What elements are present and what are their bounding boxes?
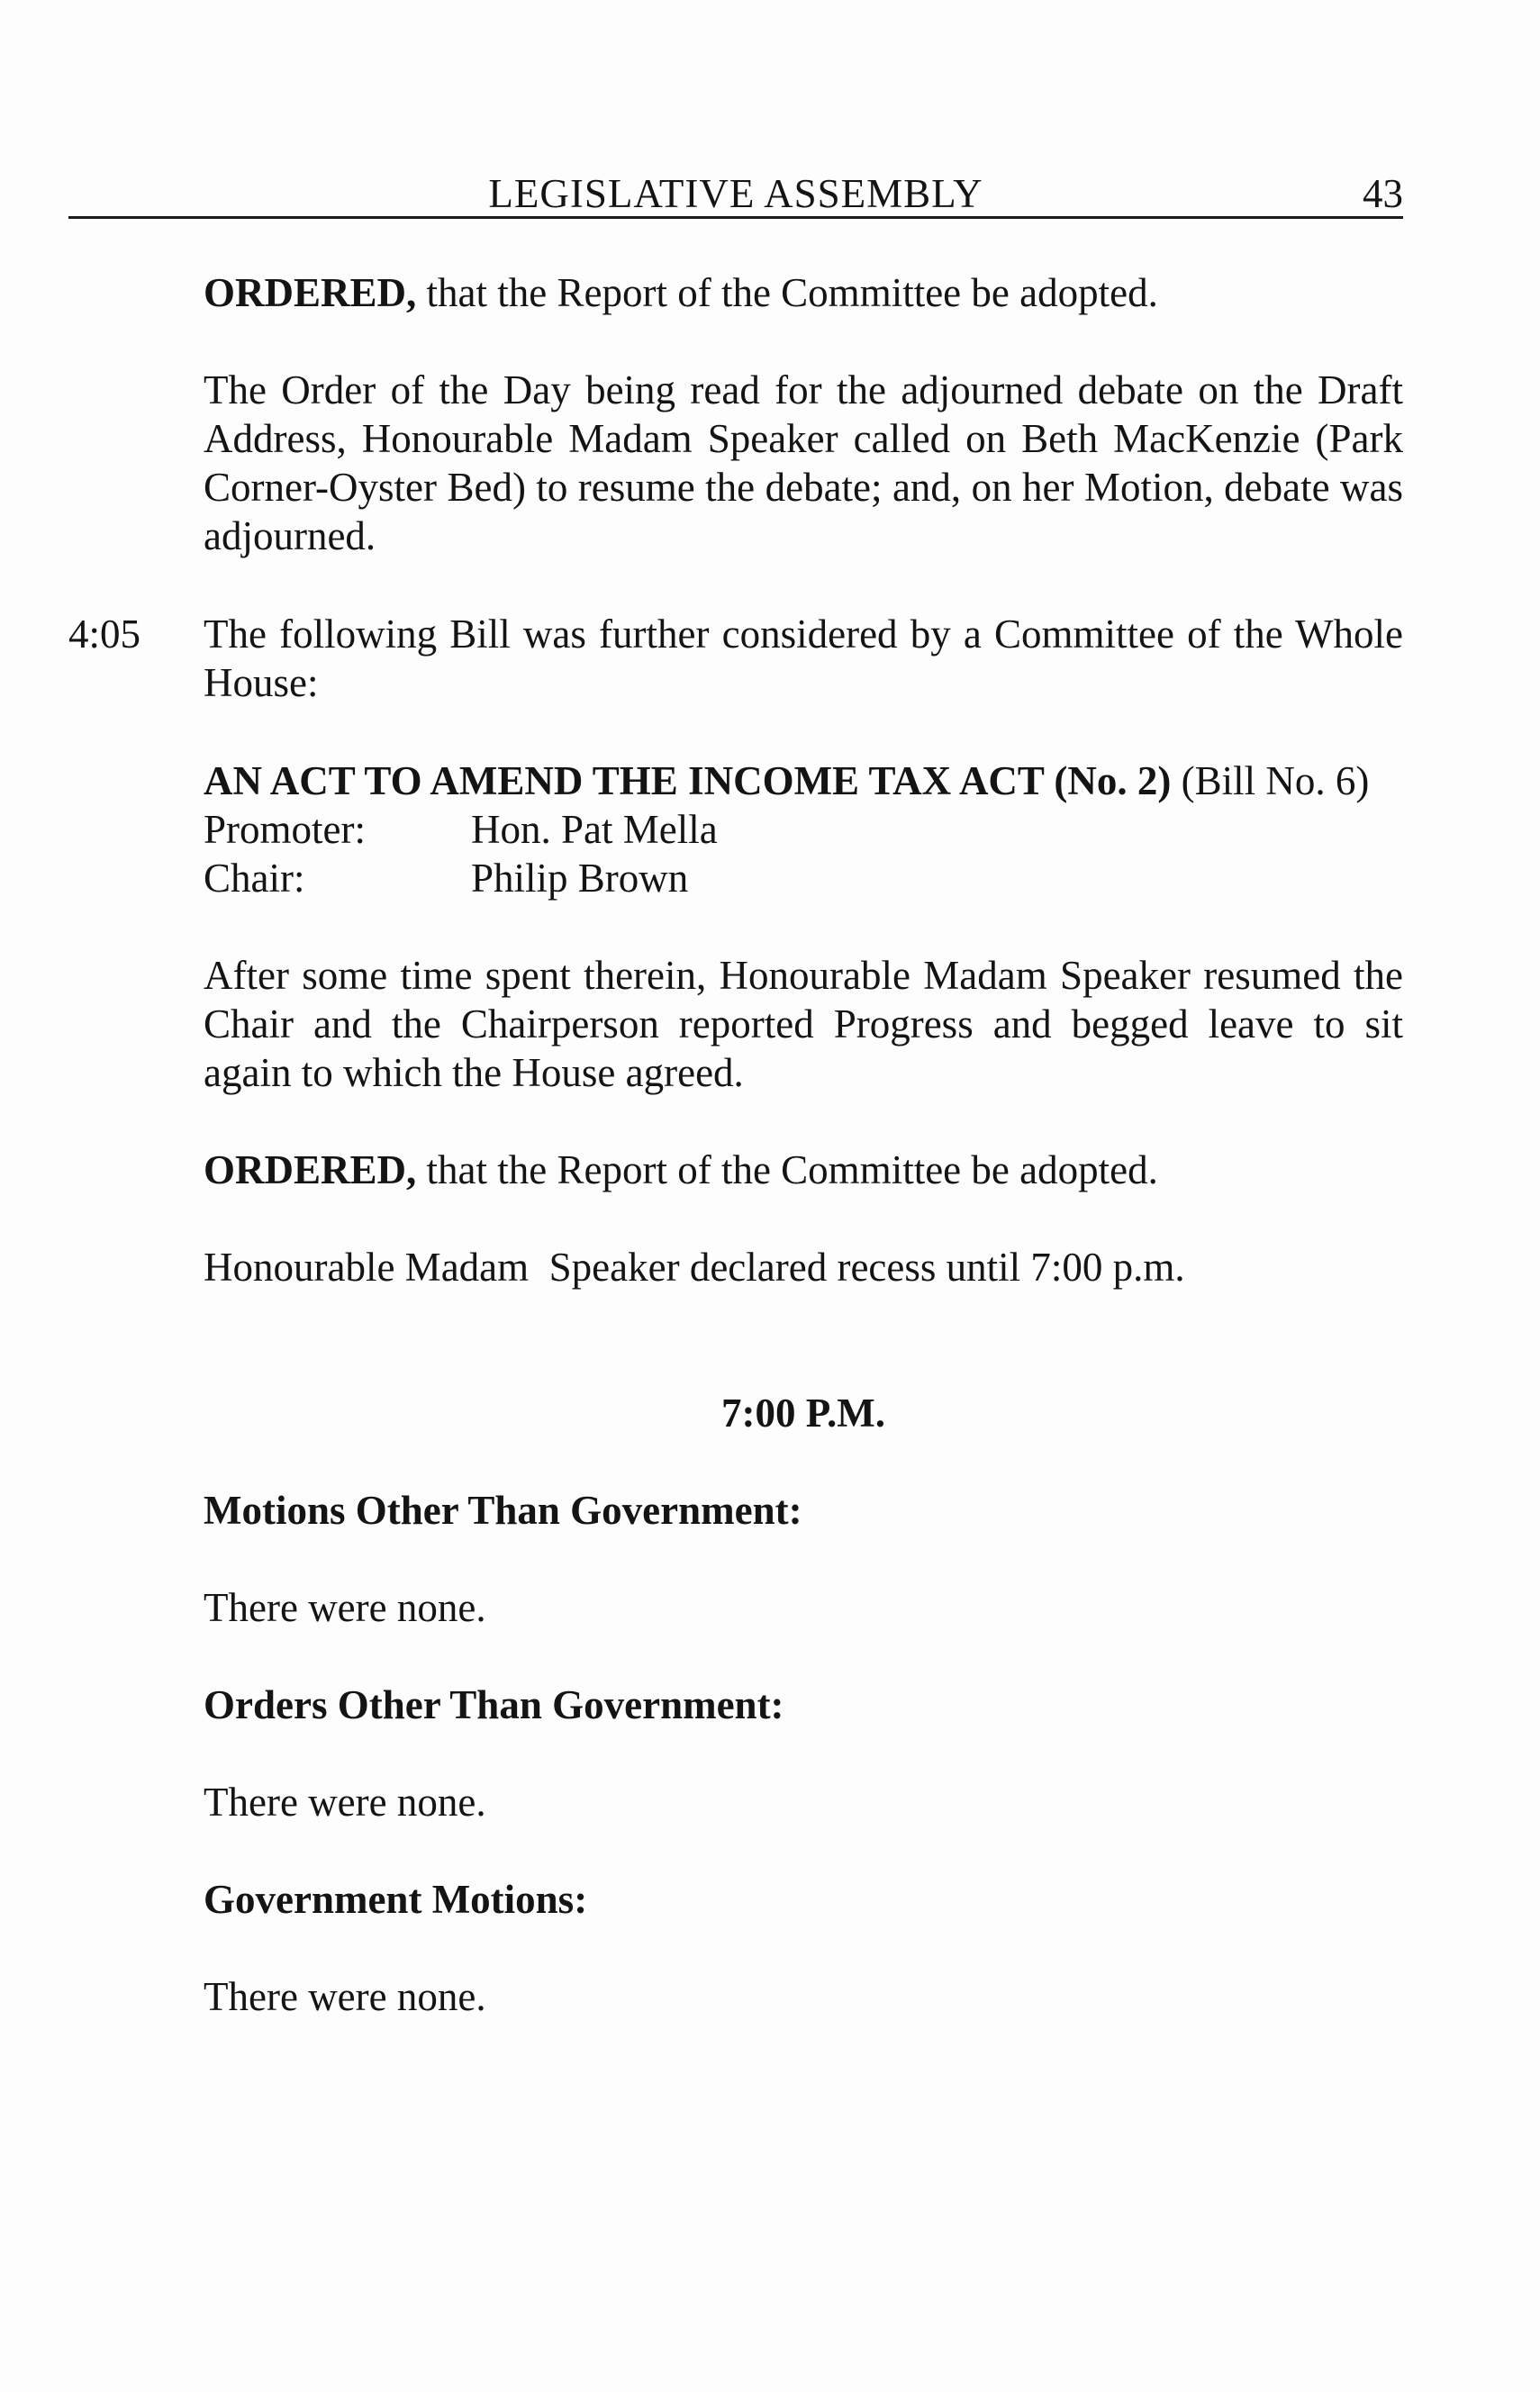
section-heading: Orders Other Than Government: bbox=[204, 1682, 784, 1727]
bill-number: (Bill No. 6) bbox=[1171, 758, 1370, 803]
section-heading: Motions Other Than Government: bbox=[204, 1488, 802, 1533]
running-title: LEGISLATIVE ASSEMBLY bbox=[488, 171, 983, 216]
ordered-keyword: ORDERED, bbox=[204, 270, 417, 315]
ordered-keyword: ORDERED, bbox=[204, 1147, 417, 1192]
promoter-label: Promoter: bbox=[204, 807, 366, 852]
time-marker: 4:05 bbox=[68, 612, 141, 657]
page-number: 43 bbox=[1363, 171, 1403, 216]
section-body: There were none. bbox=[204, 1585, 486, 1630]
promoter-name: Hon. Pat Mella bbox=[471, 807, 718, 852]
ordered-text: that the Report of the Committee be adopted. bbox=[416, 270, 1158, 315]
bill-title: AN ACT TO AMEND THE INCOME TAX ACT (No. 2) bbox=[204, 758, 1172, 803]
chair-name: Philip Brown bbox=[471, 856, 689, 901]
ordered-paragraph-1 bbox=[204, 268, 1403, 317]
recess-paragraph: Honourable Madam Speaker declared recess until 7:00 p.m. bbox=[204, 1245, 1185, 1290]
ordered-paragraph-2 bbox=[204, 1146, 1403, 1194]
section-body: There were none. bbox=[204, 1780, 486, 1825]
evening-sitting-time: 7:00 P.M. bbox=[720, 1391, 886, 1436]
progress-paragraph: After some time spent therein, Honourable Madam Speaker resumed the Chair and the Chairperson reported Progress and begged leave to sit again to which the House agreed. bbox=[204, 953, 1403, 1095]
chair-label: Chair: bbox=[204, 856, 305, 901]
ordered-text: that the Report of the Committee be adopted. bbox=[416, 1147, 1158, 1192]
order-of-day-paragraph: The Order of the Day being read for the adjourned debate on the Draft Address, Honourable Madam Speaker called on Beth MacKenzie (Park Corner-Oyster Bed) to resume the debate; and, on her Motion, debate was adjourned. bbox=[204, 367, 1403, 558]
section-body: There were none. bbox=[204, 1974, 486, 2019]
bill-title-line bbox=[204, 757, 1403, 805]
bill-intro-paragraph: The following Bill was further considered by a Committee of the Whole House: bbox=[204, 612, 1403, 705]
page-header bbox=[68, 160, 1403, 219]
section-heading: Government Motions: bbox=[204, 1877, 588, 1922]
